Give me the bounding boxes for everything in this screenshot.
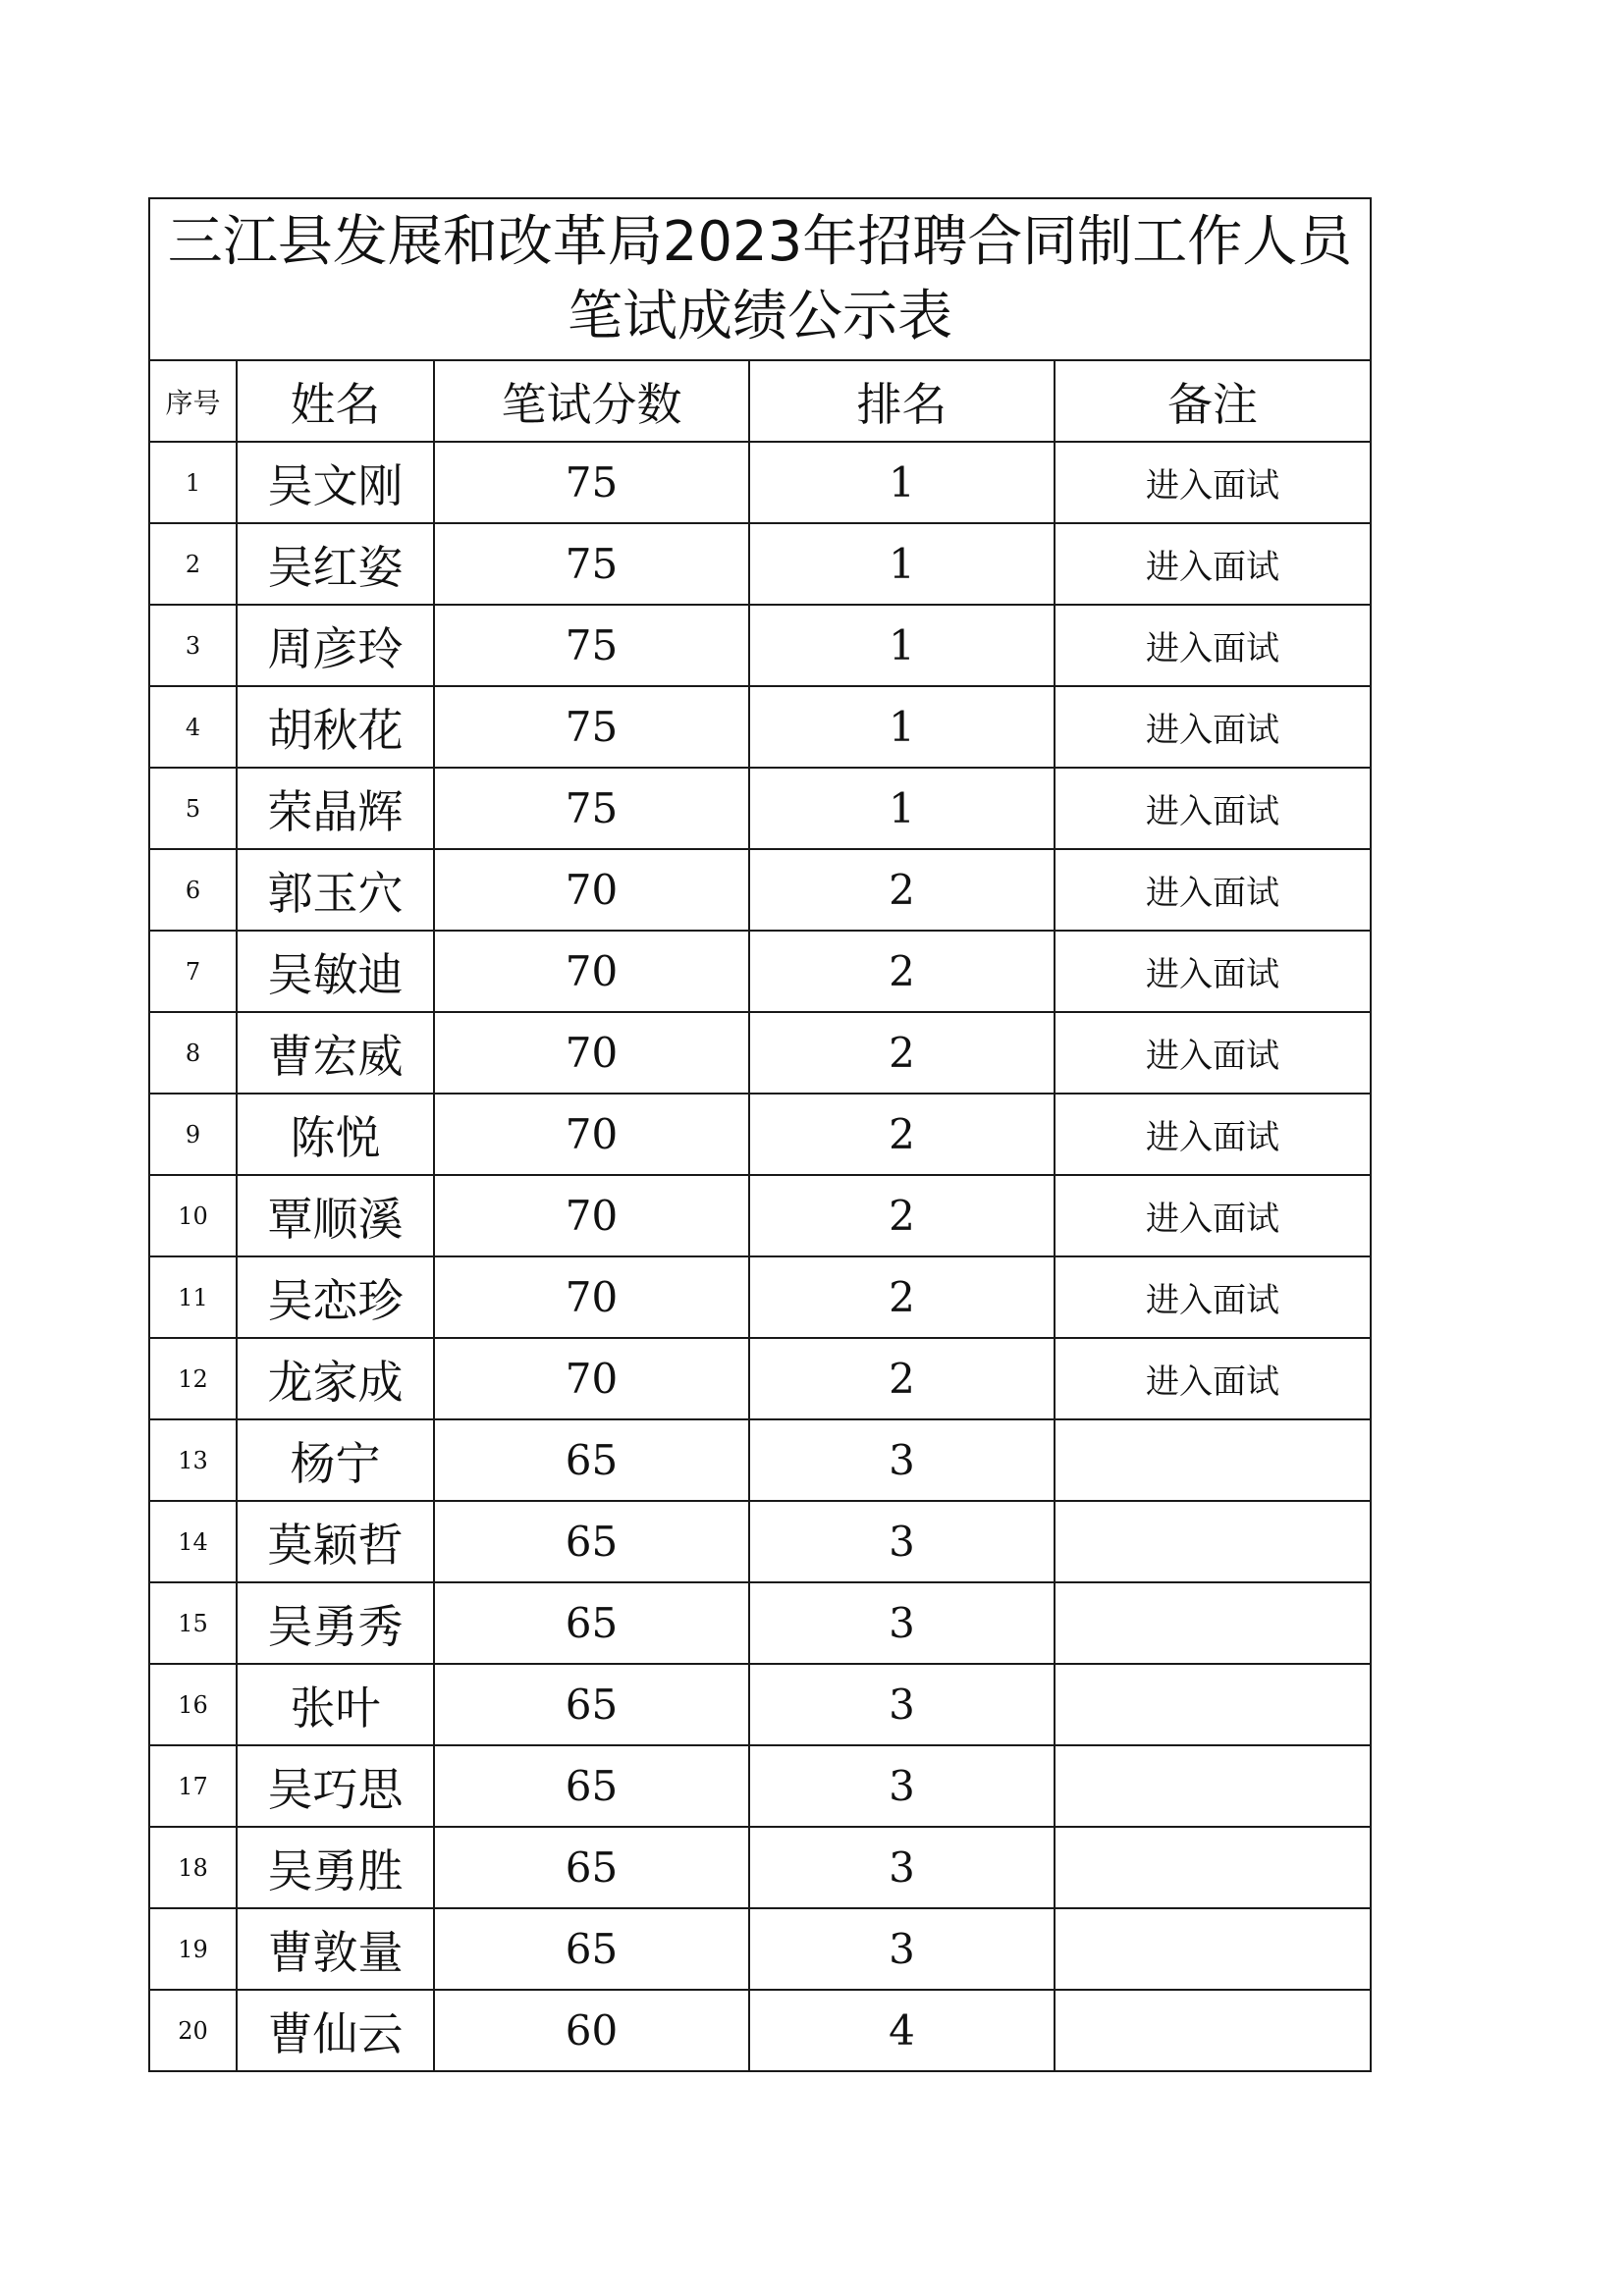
cell-rank: 1	[749, 605, 1055, 686]
cell-name: 荣晶辉	[237, 768, 434, 849]
cell-note	[1055, 1908, 1371, 1990]
cell-seq: 10	[149, 1175, 237, 1256]
table-row	[149, 1256, 1371, 1338]
cell-seq: 13	[149, 1419, 237, 1501]
column-header-seq: 序号	[149, 360, 237, 442]
cell-note: 进入面试	[1055, 442, 1371, 523]
cell-note: 进入面试	[1055, 768, 1371, 849]
cell-name: 吴勇胜	[237, 1827, 434, 1908]
cell-note: 进入面试	[1055, 1175, 1371, 1256]
cell-rank: 3	[749, 1827, 1055, 1908]
cell-seq: 8	[149, 1012, 237, 1094]
cell-rank: 1	[749, 523, 1055, 605]
cell-rank: 2	[749, 1012, 1055, 1094]
table-row	[149, 1745, 1371, 1827]
cell-name: 覃顺溪	[237, 1175, 434, 1256]
column-header-name: 姓名	[237, 360, 434, 442]
cell-seq: 6	[149, 849, 237, 931]
cell-score: 75	[434, 442, 749, 523]
cell-name: 莫颖哲	[237, 1501, 434, 1582]
cell-name: 曹敦量	[237, 1908, 434, 1990]
cell-score: 70	[434, 931, 749, 1012]
cell-seq: 20	[149, 1990, 237, 2071]
cell-rank: 1	[749, 768, 1055, 849]
table-row	[149, 1338, 1371, 1419]
cell-name: 吴恋珍	[237, 1256, 434, 1338]
cell-seq: 3	[149, 605, 237, 686]
cell-seq: 1	[149, 442, 237, 523]
cell-note	[1055, 1419, 1371, 1501]
cell-score: 75	[434, 686, 749, 768]
cell-score: 70	[434, 1338, 749, 1419]
cell-score: 70	[434, 849, 749, 931]
cell-rank: 3	[749, 1745, 1055, 1827]
table-body	[149, 442, 1371, 2071]
cell-score: 65	[434, 1827, 749, 1908]
cell-rank: 3	[749, 1501, 1055, 1582]
table-title: 三江县发展和改革局2023年招聘合同制工作人员笔试成绩公示表	[149, 198, 1371, 360]
cell-score: 65	[434, 1582, 749, 1664]
cell-note	[1055, 1582, 1371, 1664]
cell-name: 张叶	[237, 1664, 434, 1745]
cell-rank: 2	[749, 849, 1055, 931]
cell-note: 进入面试	[1055, 1094, 1371, 1175]
cell-seq: 4	[149, 686, 237, 768]
cell-seq: 16	[149, 1664, 237, 1745]
table-row	[149, 605, 1371, 686]
cell-score: 70	[434, 1256, 749, 1338]
cell-seq: 17	[149, 1745, 237, 1827]
cell-note: 进入面试	[1055, 849, 1371, 931]
table-row	[149, 1012, 1371, 1094]
cell-score: 75	[434, 768, 749, 849]
cell-rank: 2	[749, 1338, 1055, 1419]
results-table	[148, 197, 1372, 2072]
cell-score: 70	[434, 1175, 749, 1256]
table-row	[149, 768, 1371, 849]
cell-name: 杨宁	[237, 1419, 434, 1501]
table-row	[149, 1582, 1371, 1664]
table-row	[149, 1501, 1371, 1582]
cell-note: 进入面试	[1055, 1012, 1371, 1094]
cell-seq: 5	[149, 768, 237, 849]
cell-score: 60	[434, 1990, 749, 2071]
cell-note: 进入面试	[1055, 1256, 1371, 1338]
cell-score: 65	[434, 1908, 749, 1990]
cell-note	[1055, 1827, 1371, 1908]
cell-note	[1055, 1501, 1371, 1582]
table-row	[149, 849, 1371, 931]
cell-score: 70	[434, 1094, 749, 1175]
cell-name: 吴巧思	[237, 1745, 434, 1827]
cell-score: 65	[434, 1664, 749, 1745]
cell-name: 吴敏迪	[237, 931, 434, 1012]
column-header-score: 笔试分数	[434, 360, 749, 442]
cell-score: 70	[434, 1012, 749, 1094]
cell-rank: 3	[749, 1908, 1055, 1990]
cell-rank: 3	[749, 1419, 1055, 1501]
table-row	[149, 686, 1371, 768]
table-row	[149, 931, 1371, 1012]
table-row	[149, 1175, 1371, 1256]
cell-name: 陈悦	[237, 1094, 434, 1175]
cell-score: 75	[434, 605, 749, 686]
cell-name: 吴红姿	[237, 523, 434, 605]
cell-rank: 4	[749, 1990, 1055, 2071]
cell-note: 进入面试	[1055, 1338, 1371, 1419]
cell-note	[1055, 1990, 1371, 2071]
cell-seq: 2	[149, 523, 237, 605]
cell-rank: 1	[749, 686, 1055, 768]
cell-seq: 15	[149, 1582, 237, 1664]
cell-name: 吴文刚	[237, 442, 434, 523]
cell-score: 65	[434, 1501, 749, 1582]
cell-score: 75	[434, 523, 749, 605]
cell-name: 龙家成	[237, 1338, 434, 1419]
header-row	[149, 360, 1371, 442]
cell-note: 进入面试	[1055, 523, 1371, 605]
cell-note: 进入面试	[1055, 605, 1371, 686]
cell-rank: 3	[749, 1582, 1055, 1664]
cell-seq: 14	[149, 1501, 237, 1582]
cell-score: 65	[434, 1419, 749, 1501]
cell-name: 郭玉穴	[237, 849, 434, 931]
table-row	[149, 1419, 1371, 1501]
cell-rank: 3	[749, 1664, 1055, 1745]
cell-name: 周彦玲	[237, 605, 434, 686]
table-row	[149, 1990, 1371, 2071]
cell-rank: 2	[749, 1175, 1055, 1256]
cell-name: 曹宏威	[237, 1012, 434, 1094]
cell-name: 胡秋花	[237, 686, 434, 768]
table-row	[149, 1827, 1371, 1908]
cell-name: 吴勇秀	[237, 1582, 434, 1664]
column-header-note: 备注	[1055, 360, 1371, 442]
table-row	[149, 1908, 1371, 1990]
cell-rank: 2	[749, 1094, 1055, 1175]
cell-seq: 7	[149, 931, 237, 1012]
cell-seq: 19	[149, 1908, 237, 1990]
cell-score: 65	[434, 1745, 749, 1827]
cell-seq: 11	[149, 1256, 237, 1338]
cell-rank: 2	[749, 931, 1055, 1012]
cell-rank: 2	[749, 1256, 1055, 1338]
cell-note	[1055, 1664, 1371, 1745]
cell-note: 进入面试	[1055, 931, 1371, 1012]
column-header-rank: 排名	[749, 360, 1055, 442]
cell-note	[1055, 1745, 1371, 1827]
table-row	[149, 523, 1371, 605]
cell-seq: 18	[149, 1827, 237, 1908]
table-row	[149, 1664, 1371, 1745]
cell-seq: 9	[149, 1094, 237, 1175]
table-row	[149, 442, 1371, 523]
cell-rank: 1	[749, 442, 1055, 523]
cell-seq: 12	[149, 1338, 237, 1419]
table-row	[149, 1094, 1371, 1175]
cell-name: 曹仙云	[237, 1990, 434, 2071]
cell-note: 进入面试	[1055, 686, 1371, 768]
